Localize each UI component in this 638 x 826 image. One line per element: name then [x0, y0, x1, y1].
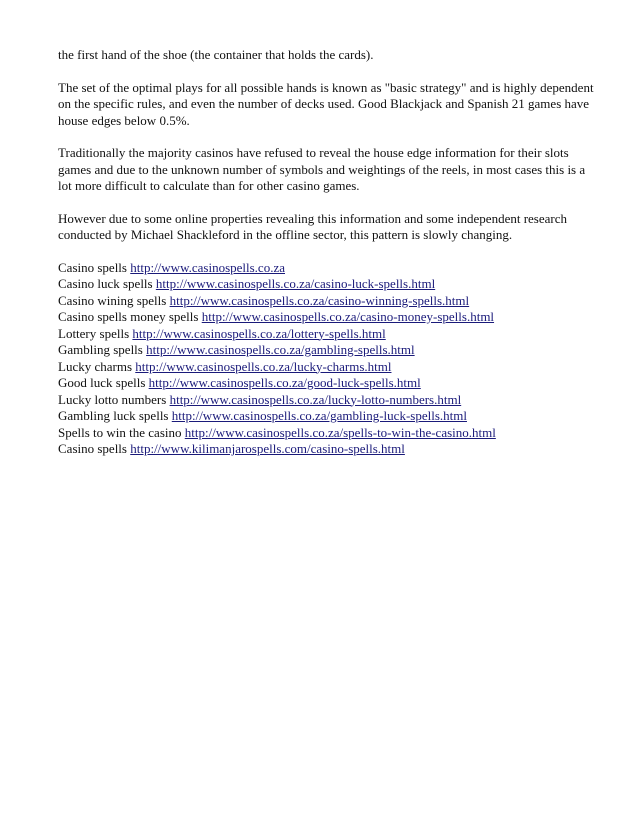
link-list-item	[58, 392, 598, 409]
link-url[interactable]: http://www.casinospells.co.za/lucky-charms.html	[135, 358, 392, 374]
link-label: Lottery spells	[58, 325, 130, 341]
link-list-item	[58, 309, 598, 326]
link-list-item	[58, 342, 598, 359]
link-label: Casino wining spells	[58, 292, 167, 308]
link-list	[58, 260, 598, 458]
link-url[interactable]: http://www.casinospells.co.za/gambling-spells.html	[146, 342, 415, 357]
link-label: Gambling spells	[58, 342, 143, 357]
link-list-item	[58, 293, 598, 310]
link-list-item	[58, 441, 598, 458]
link-label: Spells to win the casino	[58, 424, 182, 440]
link-label: Lucky lotto numbers	[58, 391, 167, 407]
link-label: Casino spells	[58, 259, 127, 275]
link-list-item	[58, 276, 598, 293]
link-url[interactable]: http://www.casinospells.co.za/lottery-spells.html	[132, 325, 386, 341]
link-list-item	[58, 326, 598, 343]
link-url[interactable]: http://www.casinospells.co.za/casino-luck-spells.html	[155, 276, 436, 291]
link-label: Gambling luck spells	[58, 408, 169, 423]
link-url[interactable]: http://www.casinospells.co.za/casino-money-spells.html	[201, 309, 495, 324]
paragraph-slots-house-edge: Traditionally the majority casinos have refused to reveal the house edge information for their slots games and due to the unknown number of symbols and weightings of the reels, in most cases this is a lot more difficult to calculate than for other casino games.	[58, 145, 586, 193]
link-url[interactable]: http://www.casinospells.co.za/casino-winning-spells.html	[169, 292, 470, 308]
link-label: Lucky charms	[58, 358, 133, 374]
link-list-item	[58, 359, 598, 376]
link-url[interactable]: http://www.kilimanjarospells.com/casino-spells.html	[130, 441, 405, 456]
link-label: Casino luck spells	[58, 276, 153, 291]
paragraph-shoe: the first hand of the shoe (the container that holds the cards).	[58, 47, 374, 62]
link-url[interactable]: http://www.casinospells.co.za	[130, 259, 285, 275]
link-label: Casino spells money spells	[58, 309, 199, 324]
link-url[interactable]: http://www.casinospells.co.za/lucky-lotto-numbers.html	[169, 391, 462, 407]
link-url[interactable]: http://www.casinospells.co.za/spells-to-win-the-casino.html	[184, 424, 496, 440]
link-label: Casino spells	[58, 441, 127, 456]
link-url[interactable]: http://www.casinospells.co.za/gambling-luck-spells.html	[171, 408, 467, 423]
paragraph-basic-strategy: The set of the optimal plays for all possible hands is known as "basic strategy" and is highly dependent on the specific rules, and even the number of decks used. Good Blackjack and Spanish 21 games have house edges below 0.5%.	[58, 79, 594, 128]
link-label: Good luck spells	[58, 375, 146, 390]
document-page	[58, 47, 598, 458]
link-list-item	[58, 408, 598, 425]
link-list-item	[58, 260, 598, 277]
link-list-item	[58, 375, 598, 392]
link-list-item	[58, 425, 598, 442]
link-url[interactable]: http://www.casinospells.co.za/good-luck-spells.html	[148, 375, 421, 390]
paragraph-pattern-changing: However due to some online properties revealing this information and some independent research conducted by Michael Shackleford in the offline sector, this pattern is slowly changing.	[58, 210, 568, 242]
